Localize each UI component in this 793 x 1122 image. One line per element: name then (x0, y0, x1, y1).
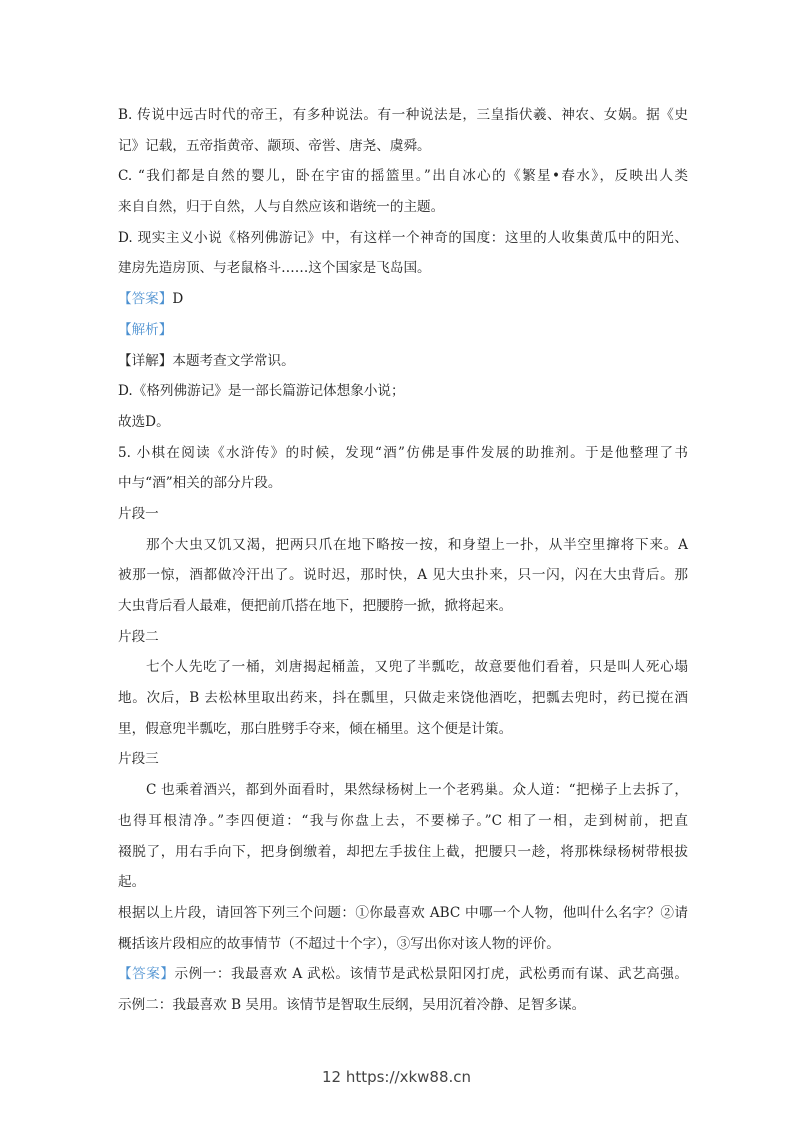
text-line (118, 376, 688, 407)
line-text: C. “我们都是自然的婴儿，卧在宇宙的摇篮里。”出自冰心的《繁星•春水》，反映出人类 (118, 168, 688, 185)
text-line (118, 100, 688, 131)
line-text: 5. 小棋在阅读《水浒传》的时候，发现“酒”仿佛是事件发展的助推剂。于是他整理了书 (118, 444, 688, 461)
line-text: D (172, 291, 184, 308)
text-line (118, 959, 688, 990)
text-line (118, 591, 688, 622)
text-line (118, 898, 688, 929)
text-line (118, 652, 688, 683)
line-text: 来自自然，归于自然，人与自然应该和谐统一的主题。 (118, 199, 445, 216)
text-line (118, 560, 688, 591)
text-line (118, 806, 688, 837)
text-line (118, 284, 688, 315)
text-line (118, 468, 688, 499)
line-text: 起。 (118, 874, 146, 891)
document-body (118, 100, 688, 1021)
line-text: 示例一：我最喜欢 A 武松。该情节是武松景阳冈打虎，武松勇而有谋、武艺高强。 (174, 966, 688, 983)
line-text: 示例二：我最喜欢 B 吴用。该情节是智取生辰纲，吴用沉着冷静、足智多谋。 (118, 996, 586, 1013)
line-text: B. 传说中远古时代的帝王，有多种说法。有一种说法是，三皇指伏羲、神农、女娲。据《史 (118, 107, 688, 123)
line-text: D.《格列佛游记》是一部长篇游记体想象小说； (118, 383, 405, 400)
line-text: 片段三 (118, 751, 159, 768)
line-text: 中与“酒”相关的部分片段。 (118, 475, 282, 492)
text-line (118, 867, 688, 898)
text-line (118, 775, 688, 806)
text-line (118, 622, 688, 653)
page-footer: 12 https://xkw88.cn (321, 1068, 472, 1086)
line-text: 故选D。 (118, 413, 170, 430)
section-label: 【答案】 (118, 291, 173, 308)
line-text: C 也乘着酒兴，都到外面看时，果然绿杨树上一个老鸦巢。众人道：“把梯子上去拆了， (146, 782, 688, 799)
text-line (118, 714, 688, 745)
line-text: 记》记载，五帝指黄帝、颛顼、帝喾、唐尧、虞舜。 (118, 137, 431, 154)
line-text: 【详解】本题考查文学常识。 (118, 352, 295, 369)
line-text: 概括该片段相应的故事情节（不超过十个字），③写出你对该人物的评价。 (118, 935, 560, 952)
text-line (118, 683, 688, 714)
text-line (118, 346, 688, 377)
line-text: D. 现实主义小说《格列佛游记》中，有这样一个神奇的国度：这里的人收集黄瓜中的阳光、 (118, 229, 688, 246)
line-text: 建房先造房顶、与老鼠格斗……这个国家是飞岛国。 (118, 260, 431, 277)
text-line (118, 837, 688, 868)
section-label: 【答案】 (118, 966, 175, 983)
section-label: 【解析】 (118, 321, 173, 338)
line-text: 根据以上片段，请回答下列三个问题：①你最喜欢 ABC 中哪一个人物，他叫什么名字？②请 (118, 904, 688, 921)
line-text: 大虫背后看人最难，便把前爪搭在地下，把腰胯一掀，掀将起来。 (118, 598, 513, 614)
line-text: 片段一 (118, 505, 159, 522)
line-text: 地。次后，B 去松林里取出药来，抖在瓢里，只做走来饶他酒吃，把瓢去兜时，药已搅在酒 (118, 690, 688, 707)
text-line (118, 530, 688, 561)
text-line (118, 315, 688, 346)
line-text: 那个大虫又饥又渴，把两只爪在地下略按一按，和身望上一扑，从半空里撺将下来。A (146, 536, 688, 553)
line-text: 片段二 (118, 628, 159, 645)
text-line (118, 499, 688, 530)
line-text: 也得耳根清净。”李四便道：“我与你盘上去，不要梯子。”C 相了一相，走到树前，把直 (118, 812, 688, 829)
line-text: 里，假意兜半瓢吃，那白胜劈手夺来，倾在桶里。这个便是计策。 (118, 720, 513, 737)
line-text: 裰脱了，用右手向下，把身倒缴着，却把左手拔住上截，把腰只一趁，将那株绿杨树带根拔 (118, 843, 688, 860)
text-line (118, 990, 688, 1021)
text-line (118, 438, 688, 469)
text-line (118, 744, 688, 775)
text-line (118, 192, 688, 223)
text-line (118, 223, 688, 254)
text-line (118, 929, 688, 960)
text-line (118, 131, 688, 162)
text-line (118, 253, 688, 284)
line-text: 七个人先吃了一桶，刘唐揭起桶盖，又兜了半瓢吃，故意要他们看着，只是叫人死心塌 (146, 659, 688, 676)
text-line (118, 407, 688, 438)
line-text: 被那一惊，酒都做冷汗出了。说时迟，那时快，A 见大虫扑来，只一闪，闪在大虫背后。那 (118, 567, 688, 584)
text-line (118, 161, 688, 192)
